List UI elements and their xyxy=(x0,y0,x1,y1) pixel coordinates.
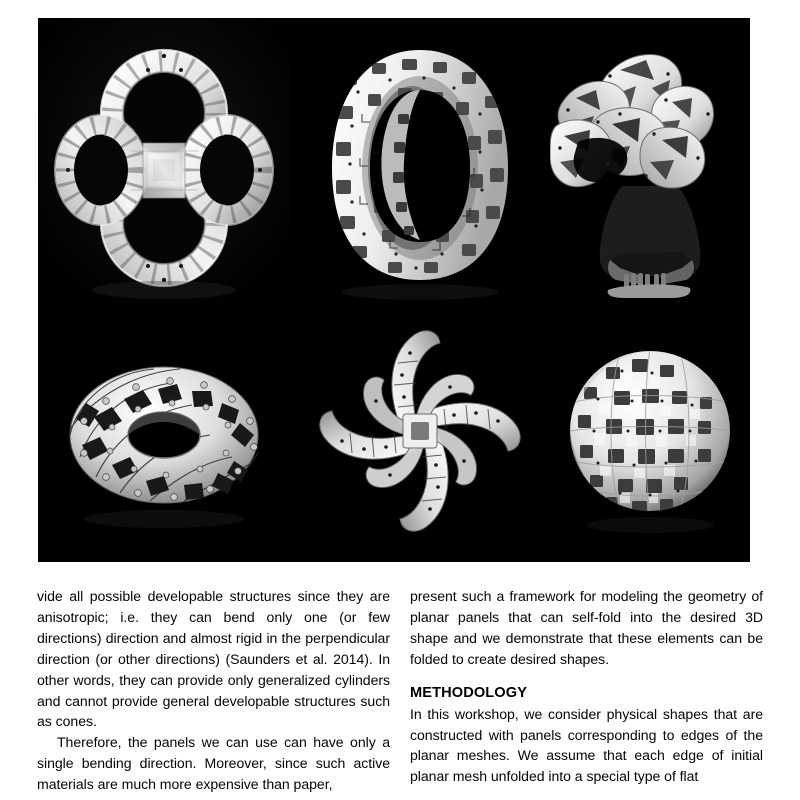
photo-clover-ring-structure xyxy=(38,18,290,303)
figure-photo-grid xyxy=(38,18,750,562)
section-heading-methodology: METHODOLOGY xyxy=(410,684,528,701)
photo-pinwheel-arms xyxy=(290,303,550,562)
photo-wearable-headpiece xyxy=(550,18,750,303)
paragraph-bending: Therefore, the panels we can use can have only a single bending direction. Moreover, since such active materials are much more expensive than paper, xyxy=(37,734,390,793)
body-text-columns xyxy=(37,586,763,800)
paragraph-framework: present such a framework for modeling the geometry of planar panels that can self-fold into the desired 3D shape and we demonstrate that these elements can be folded to create desired shapes. xyxy=(410,588,763,667)
right-text-column xyxy=(410,586,763,800)
paragraph-methodology: In this workshop, we consider physical shapes that are constructed with panels corresponding to edges of the planar meshes. We assume that each edge of initial planar mesh unfolded into a special type of flat xyxy=(410,705,763,785)
left-text-column xyxy=(37,586,390,800)
photo-paneled-sphere xyxy=(550,303,750,562)
paragraph-developable: vide all possible developable structures since they are anisotropic; i.e. they can bend only one (or few directions) direction and almost rigid in the perpendicular direction (or other directions) (Saunders et al. 2014). In other words, they can provide only generalized cylinders and cannot provide general developable structures such as cones. xyxy=(37,588,390,730)
photo-spiral-donut xyxy=(38,303,290,562)
photo-perforated-torus xyxy=(290,18,550,303)
